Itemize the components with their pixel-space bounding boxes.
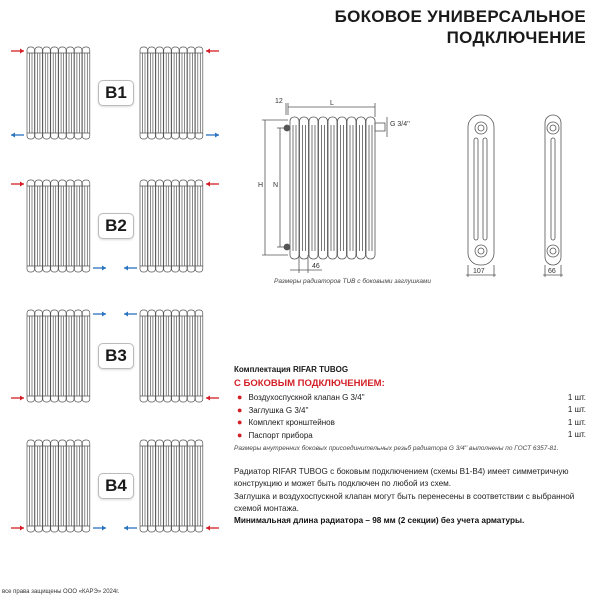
bullet-icon: ● xyxy=(237,392,243,403)
return-arrow-icon xyxy=(124,312,137,317)
radiator-left xyxy=(27,440,90,532)
return-arrow-icon xyxy=(93,526,106,531)
radiator-right xyxy=(140,180,203,272)
supply-arrow-icon xyxy=(11,526,24,531)
supply-arrow-icon xyxy=(11,396,24,401)
radiator-right xyxy=(140,310,203,402)
radiator-left xyxy=(27,47,90,139)
supply-arrow-icon xyxy=(11,182,24,187)
list-item: ● Заглушка G 3/4'' 1 шт. xyxy=(237,404,586,415)
kit-subtitle: С БОКОВЫМ ПОДКЛЮЧЕНИЕМ: xyxy=(234,378,385,389)
dim-46: 46 xyxy=(312,263,320,270)
list-item: ● Паспорт прибора 1 шт. xyxy=(237,429,586,440)
dimension-drawing xyxy=(250,95,600,290)
bullet-icon: ● xyxy=(237,417,243,428)
kit-title: Комплектация RIFAR TUBOG xyxy=(234,365,349,374)
page-title: БОКОВОЕ УНИВЕРСАЛЬНОЕ ПОДКЛЮЧЕНИЕ xyxy=(334,7,586,47)
scheme-label-b4: B4 xyxy=(98,473,134,499)
kit-list xyxy=(234,391,586,441)
thread-label: G 3/4'' xyxy=(390,121,410,128)
dim-107: 107 xyxy=(473,268,485,275)
supply-arrow-icon xyxy=(206,182,219,187)
dim-l: L xyxy=(330,100,334,107)
return-arrow-icon xyxy=(93,312,106,317)
return-arrow-icon xyxy=(11,133,24,138)
list-item: ● Комплект кронштейнов 1 шт. xyxy=(237,417,586,428)
scheme-label-b3: B3 xyxy=(98,343,134,369)
copyright: все права защищены ООО «КАРЭ» 2024г. xyxy=(2,589,120,595)
return-arrow-icon xyxy=(124,266,137,271)
dim-h: H xyxy=(258,182,264,189)
return-arrow-icon xyxy=(124,526,137,531)
scheme-label-b1: B1 xyxy=(98,80,134,106)
thread-note: Размеры внутренних боковых присоединительных резьб радиатора G 3/4'' выполнены по ГОСТ 6357-81. xyxy=(234,445,559,452)
dim-n: N xyxy=(273,182,279,189)
dim-12: 12 xyxy=(275,98,283,105)
radiator-right xyxy=(140,440,203,532)
drawing-caption: Размеры радиаторов TUB с боковыми заглушками xyxy=(274,278,432,285)
bullet-icon: ● xyxy=(237,404,243,415)
supply-arrow-icon xyxy=(11,49,24,54)
radiator-right xyxy=(140,47,203,139)
scheme-label-b2: B2 xyxy=(98,213,134,239)
radiator-left xyxy=(27,310,90,402)
description: Радиатор RIFAR TUBOG с боковым подключением (схемы B1-B4) имеет симметричную конструкцию и может быть подключен по любой из схем. Заглушка и воздухоспускной клапан могут быть перенесены в соответствии с выбранной схемой монтажа. Минимальная длина радиатора – 98 мм (2 секции) без учета арматуры. xyxy=(234,467,575,526)
return-arrow-icon xyxy=(206,133,219,138)
supply-arrow-icon xyxy=(206,49,219,54)
list-item: ● Воздухоспускной клапан G 3/4'' 1 шт. xyxy=(237,392,586,403)
bullet-icon: ● xyxy=(237,429,243,440)
dim-66: 66 xyxy=(548,268,556,275)
supply-arrow-icon xyxy=(206,526,219,531)
radiator-left xyxy=(27,180,90,272)
supply-arrow-icon xyxy=(206,396,219,401)
return-arrow-icon xyxy=(93,266,106,271)
